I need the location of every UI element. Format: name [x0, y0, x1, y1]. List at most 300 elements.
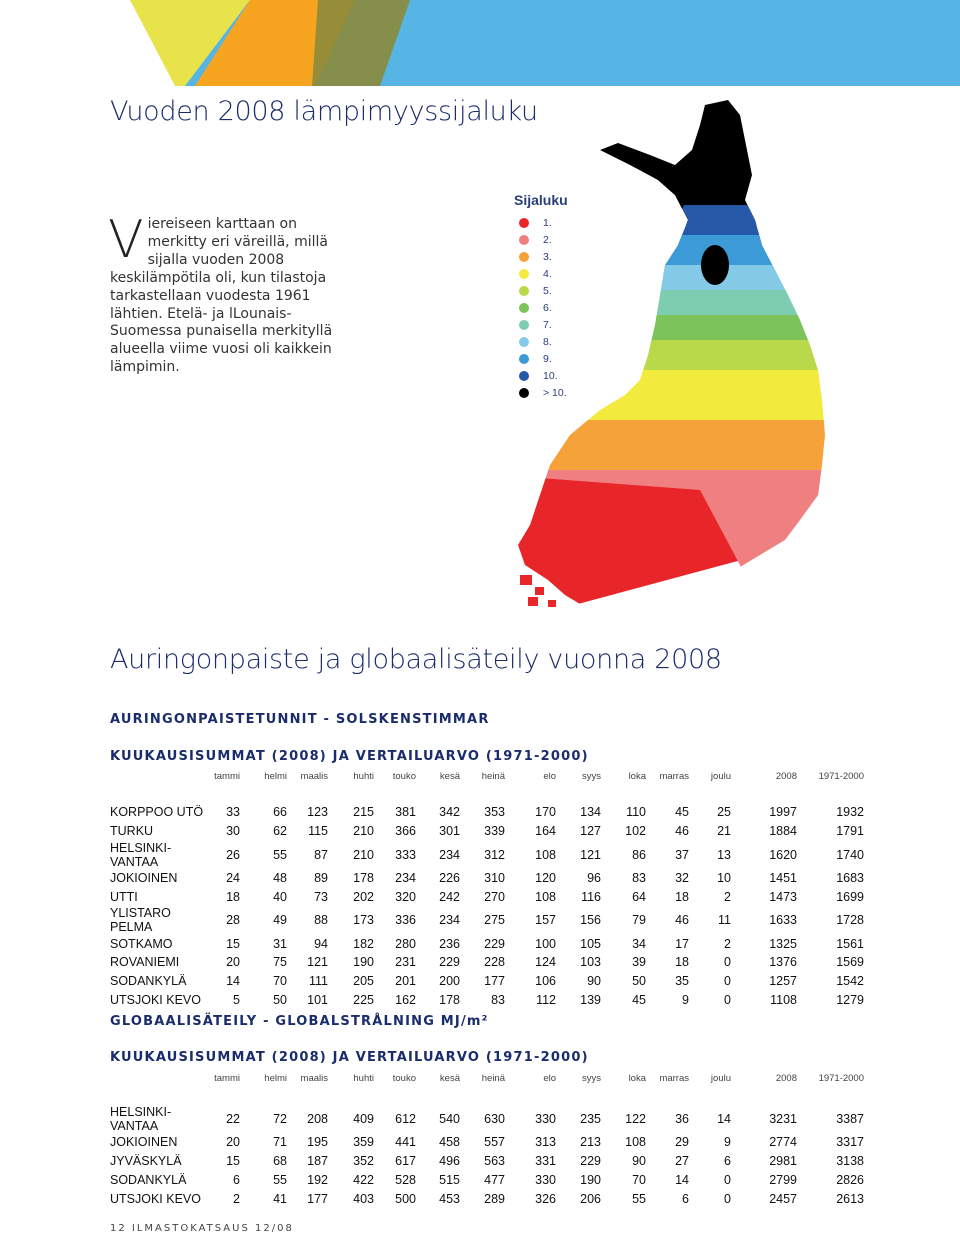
legend-label: 8. [543, 336, 552, 349]
column-header: marras [659, 770, 689, 782]
table-cell: 14 [675, 1172, 689, 1187]
station-name: SOTKAMO [110, 936, 173, 951]
station-name: UTSJOKI KEVO [110, 1191, 201, 1206]
table-cell: 36 [675, 1112, 689, 1126]
table-cell: 64 [632, 889, 646, 904]
table-row [110, 841, 864, 869]
table-cell: 20 [226, 955, 240, 970]
table-cell: 26 [226, 847, 240, 862]
table-row [110, 1105, 864, 1133]
map-legend [519, 214, 567, 402]
table-cell: 195 [307, 1135, 328, 1150]
table-cell: 5 [233, 992, 240, 1007]
table-cell: 46 [675, 824, 689, 839]
table-cell: 1451 [769, 870, 797, 885]
table-cell: 2826 [836, 1172, 864, 1187]
column-header: 2008 [775, 1072, 797, 1084]
legend-label: 1. [543, 216, 552, 229]
table-cell: 228 [484, 955, 505, 970]
table-cell: 108 [535, 889, 556, 904]
legend-swatch [519, 235, 529, 245]
legend-swatch [519, 354, 529, 364]
station-name: YLISTARO PELMA [110, 906, 171, 935]
table-cell: 3138 [836, 1154, 864, 1169]
table-cell: 79 [632, 913, 646, 928]
spacer-row [110, 786, 864, 803]
legend-item [519, 214, 567, 231]
table-cell: 2 [724, 889, 731, 904]
table-cell: 213 [580, 1135, 601, 1150]
table-cell: 1932 [836, 805, 864, 820]
table-cell: 1569 [836, 955, 864, 970]
table-cell: 111 [308, 974, 328, 989]
table-cell: 330 [535, 1112, 556, 1126]
table-cell: 15 [226, 1154, 240, 1169]
drop-cap: V [108, 210, 144, 270]
table-cell: 331 [535, 1154, 556, 1169]
table-cell: 108 [535, 847, 556, 862]
station-name: SODANKYLÄ [110, 1172, 187, 1187]
table-cell: 96 [587, 870, 601, 885]
station-name: JOKIOINEN [110, 870, 178, 885]
column-header: helmi [264, 1072, 287, 1084]
column-header: helmi [264, 770, 287, 782]
table-cell: 71 [273, 1135, 287, 1150]
table-cell: 94 [314, 936, 328, 951]
table-cell: 1108 [770, 992, 797, 1007]
table-cell: 1740 [836, 847, 864, 862]
table-row [110, 1189, 864, 1208]
legend-swatch [519, 269, 529, 279]
table-row [110, 1171, 864, 1190]
station-name: HELSINKI-VANTAA [110, 1105, 172, 1133]
table-cell: 2774 [769, 1135, 797, 1150]
table-cell: 236 [439, 936, 460, 951]
table-cell: 1257 [769, 974, 797, 989]
section-title: Auringonpaiste ja globaalisäteily vuonna 2008 [110, 644, 722, 675]
legend-item [519, 231, 567, 248]
table-cell: 630 [484, 1112, 505, 1126]
table-cell: 235 [580, 1112, 601, 1126]
table-cell: 103 [580, 955, 601, 970]
table-row [110, 803, 864, 822]
radiation-subheading: KUUKAUSISUMMAT (2008) JA VERTAILUARVO (1971-2000) [110, 1050, 589, 1065]
table-cell: 34 [632, 936, 646, 951]
table-cell: 178 [353, 870, 374, 885]
column-header: 2008 [775, 770, 797, 782]
column-header: syys [582, 1072, 601, 1084]
table-cell: 2981 [769, 1154, 797, 1169]
table-cell: 83 [491, 992, 505, 1007]
table-cell: 333 [395, 847, 416, 862]
station-name: TURKU [110, 824, 154, 839]
table-cell: 190 [353, 955, 374, 970]
table-cell: 28 [226, 913, 240, 928]
table-cell: 352 [353, 1154, 374, 1169]
table-cell: 27 [675, 1154, 689, 1169]
table-cell: 234 [439, 847, 460, 862]
station-name: SODANKYLÄ [110, 974, 187, 989]
table-cell: 88 [314, 913, 328, 928]
header-blank [110, 766, 210, 786]
legend-item [519, 334, 567, 351]
table-cell: 215 [353, 805, 374, 820]
table-cell: 48 [273, 870, 287, 885]
table-cell: 120 [535, 870, 556, 885]
radiation-table [110, 1068, 864, 1208]
table-header-row [110, 766, 864, 786]
table-cell: 206 [580, 1191, 601, 1206]
table-cell: 49 [273, 913, 287, 928]
table-cell: 50 [632, 974, 646, 989]
table-cell: 173 [353, 913, 374, 928]
station-name: ROVANIEMI [110, 955, 180, 970]
table-cell: 234 [395, 870, 416, 885]
table-cell: 1279 [836, 992, 864, 1007]
table-cell: 3387 [836, 1112, 864, 1126]
table-cell: 39 [632, 955, 646, 970]
table-cell: 9 [724, 1135, 731, 1150]
page-footer: 12 ILMASTOKATSAUS 12/08 [110, 1223, 294, 1234]
table-cell: 45 [675, 805, 689, 820]
table-cell: 14 [717, 1112, 731, 1126]
table-cell: 326 [535, 1191, 556, 1206]
table-cell: 2799 [769, 1172, 797, 1187]
table-cell: 409 [353, 1112, 374, 1126]
table-cell: 139 [580, 992, 601, 1007]
table-cell: 441 [395, 1135, 416, 1150]
table-cell: 1561 [836, 936, 864, 951]
table-cell: 116 [581, 889, 601, 904]
table-row [110, 906, 864, 934]
column-header: heinä [481, 770, 505, 782]
table-cell: 70 [273, 974, 287, 989]
column-header: elo [543, 1072, 556, 1084]
table-cell: 453 [439, 1191, 460, 1206]
table-cell: 275 [484, 913, 505, 928]
table-cell: 17 [675, 936, 689, 951]
column-header: loka [628, 770, 646, 782]
table-cell: 41 [273, 1191, 287, 1206]
column-header: elo [543, 770, 556, 782]
table-cell: 87 [314, 847, 328, 862]
table-cell: 177 [484, 974, 505, 989]
table-cell: 336 [395, 913, 416, 928]
table-cell: 339 [484, 824, 505, 839]
table-cell: 1473 [769, 889, 797, 904]
table-cell: 75 [273, 955, 287, 970]
table-cell: 0 [724, 955, 731, 970]
legend-swatch [519, 218, 529, 228]
table-cell: 422 [353, 1172, 374, 1187]
table-cell: 90 [587, 974, 601, 989]
column-header: joulu [710, 1072, 731, 1084]
table-cell: 124 [535, 955, 556, 970]
legend-item [519, 248, 567, 265]
table-cell: 192 [307, 1172, 328, 1187]
table-cell: 134 [580, 805, 601, 820]
column-header: kesä [439, 1072, 460, 1084]
table-cell: 32 [675, 870, 689, 885]
column-header: joulu [710, 770, 731, 782]
table-cell: 0 [724, 992, 731, 1007]
table-cell: 110 [626, 805, 646, 820]
column-header: marras [659, 1072, 689, 1084]
table-cell: 123 [307, 805, 328, 820]
table-cell: 14 [226, 974, 240, 989]
column-header: touko [392, 770, 416, 782]
table-cell: 170 [535, 805, 556, 820]
table-cell: 563 [484, 1154, 505, 1169]
column-header: huhti [353, 770, 374, 782]
spacer-cell [110, 786, 864, 803]
column-header: tammi [214, 770, 240, 782]
table-cell: 100 [535, 936, 556, 951]
table-cell: 73 [314, 889, 328, 904]
table-cell: 359 [353, 1135, 374, 1150]
legend-item [519, 368, 567, 385]
table-cell: 105 [580, 936, 601, 951]
table-cell: 115 [308, 824, 328, 839]
table-cell: 0 [724, 1172, 731, 1187]
table-cell: 200 [439, 974, 460, 989]
legend-item [519, 299, 567, 316]
table-row [110, 869, 864, 888]
table-cell: 226 [439, 870, 460, 885]
table-cell: 330 [535, 1172, 556, 1187]
legend-item [519, 351, 567, 368]
column-header: loka [628, 1072, 646, 1084]
table-cell: 50 [273, 992, 287, 1007]
sunshine-table [110, 766, 864, 1009]
table-cell: 210 [353, 847, 374, 862]
table-cell: 1699 [836, 889, 864, 904]
table-cell: 33 [226, 805, 240, 820]
column-header: huhti [353, 1072, 374, 1084]
column-header: tammi [214, 1072, 240, 1084]
table-cell: 229 [439, 955, 460, 970]
table-cell: 112 [536, 992, 556, 1007]
legend-swatch [519, 286, 529, 296]
intro-text: iereiseen karttaan on merkitty eri väreillä, millä sijalla vuoden 2008 keskilämpötila oli, kun tilastoja tarkastellaan vuodesta 1961 lähtien. Etelä- ja lLounais-Suomessa punaisella merkityllä alueella viime vuosi oli kaikkein lämpimin. [110, 216, 333, 376]
table-cell: 55 [273, 1172, 287, 1187]
table-cell: 403 [353, 1191, 374, 1206]
table-cell: 366 [395, 824, 416, 839]
table-cell: 515 [439, 1172, 460, 1187]
table-cell: 15 [226, 936, 240, 951]
table-cell: 320 [395, 889, 416, 904]
legend-label: 7. [543, 319, 552, 332]
table-cell: 127 [580, 824, 601, 839]
table-cell: 500 [395, 1191, 416, 1206]
table-header-row [110, 1068, 864, 1088]
table-cell: 312 [484, 847, 505, 862]
table-cell: 342 [439, 805, 460, 820]
station-name: JOKIOINEN [110, 1135, 178, 1150]
legend-item [519, 317, 567, 334]
table-cell: 37 [675, 847, 689, 862]
table-cell: 13 [717, 847, 731, 862]
station-name: JYVÄSKYLÄ [110, 1154, 182, 1169]
table-row [110, 953, 864, 972]
table-cell: 86 [632, 847, 646, 862]
table-cell: 108 [625, 1135, 646, 1150]
table-cell: 242 [439, 889, 460, 904]
table-cell: 29 [675, 1135, 689, 1150]
column-header: syys [582, 770, 601, 782]
table-cell: 102 [625, 824, 646, 839]
table-cell: 6 [233, 1172, 240, 1187]
table-cell: 18 [675, 889, 689, 904]
column-header: 1971-2000 [818, 1072, 864, 1084]
table-cell: 164 [535, 824, 556, 839]
legend-swatch [519, 337, 529, 347]
table-cell: 157 [535, 913, 556, 928]
table-cell: 2 [724, 936, 731, 951]
table-row [110, 934, 864, 953]
legend-label: 6. [543, 302, 552, 315]
sunshine-heading: AURINGONPAISTETUNNIT - SOLSKENSTIMMAR [110, 712, 490, 727]
table-cell: 121 [307, 955, 328, 970]
legend-swatch [519, 303, 529, 313]
header-color-band [0, 0, 960, 86]
table-cell: 121 [580, 847, 601, 862]
table-cell: 6 [724, 1154, 731, 1169]
table-cell: 201 [395, 974, 416, 989]
table-cell: 187 [307, 1154, 328, 1169]
table-cell: 208 [307, 1112, 328, 1126]
table-cell: 229 [580, 1154, 601, 1169]
table-cell: 2 [233, 1191, 240, 1206]
station-name: HELSINKI-VANTAA [110, 840, 172, 869]
table-cell: 1633 [769, 913, 797, 928]
table-cell: 6 [682, 1191, 689, 1206]
table-cell: 289 [484, 1191, 505, 1206]
table-cell: 178 [439, 992, 460, 1007]
legend-item [519, 265, 567, 282]
legend-label: 9. [543, 353, 552, 366]
table-cell: 101 [307, 992, 328, 1007]
table-cell: 40 [273, 889, 287, 904]
table-cell: 156 [580, 913, 601, 928]
table-row [110, 887, 864, 906]
column-header: heinä [481, 1072, 505, 1084]
table-cell: 557 [484, 1135, 505, 1150]
table-cell: 89 [314, 870, 328, 885]
table-cell: 1791 [836, 824, 864, 839]
table-cell: 10 [717, 870, 731, 885]
table-cell: 612 [395, 1112, 416, 1126]
table-cell: 177 [307, 1191, 328, 1206]
header-blank [110, 1068, 210, 1088]
legend-item [519, 385, 567, 402]
table-cell: 182 [353, 936, 374, 951]
legend-label: 3. [543, 250, 552, 263]
table-cell: 229 [484, 936, 505, 951]
table-cell: 0 [724, 974, 731, 989]
table-cell: 122 [625, 1112, 646, 1126]
legend-label: 4. [543, 267, 552, 280]
table-cell: 1376 [769, 955, 797, 970]
table-row [110, 991, 864, 1010]
table-cell: 2613 [836, 1191, 864, 1206]
table-cell: 55 [273, 847, 287, 862]
legend-label: 5. [543, 284, 552, 297]
table-cell: 72 [273, 1112, 287, 1126]
table-cell: 270 [484, 889, 505, 904]
page-title: Vuoden 2008 lämpimyyssijaluku [110, 96, 538, 127]
table-cell: 1683 [836, 870, 864, 885]
table-cell: 3231 [769, 1112, 797, 1126]
table-cell: 83 [632, 870, 646, 885]
legend-label: 2. [543, 233, 552, 246]
table-cell: 162 [395, 992, 416, 1007]
column-header: maalis [300, 1072, 328, 1084]
table-cell: 30 [226, 824, 240, 839]
spacer-row [110, 1088, 864, 1105]
table-cell: 617 [395, 1154, 416, 1169]
table-cell: 202 [353, 889, 374, 904]
legend-swatch [519, 320, 529, 330]
table-cell: 24 [226, 870, 240, 885]
table-cell: 353 [484, 805, 505, 820]
table-cell: 68 [273, 1154, 287, 1169]
table-cell: 2457 [769, 1191, 797, 1206]
legend-title: Sijaluku [514, 192, 568, 208]
table-cell: 458 [439, 1135, 460, 1150]
table-cell: 310 [484, 870, 505, 885]
table-cell: 66 [273, 805, 287, 820]
table-cell: 18 [675, 955, 689, 970]
table-cell: 280 [395, 936, 416, 951]
table-cell: 1325 [769, 936, 797, 951]
radiation-heading: GLOBAALISÄTEILY - GLOBALSTRÅLNING MJ/m² [110, 1014, 489, 1029]
table-cell: 55 [632, 1191, 646, 1206]
table-cell: 70 [632, 1172, 646, 1187]
column-header: kesä [439, 770, 460, 782]
station-name: UTSJOKI KEVO [110, 992, 201, 1007]
legend-swatch [519, 388, 529, 398]
table-cell: 540 [439, 1112, 460, 1126]
table-cell: 9 [682, 992, 689, 1007]
table-cell: 0 [724, 1191, 731, 1206]
table-cell: 231 [395, 955, 416, 970]
column-header: touko [392, 1072, 416, 1084]
table-cell: 45 [632, 992, 646, 1007]
legend-swatch [519, 371, 529, 381]
table-cell: 301 [439, 824, 460, 839]
column-header: maalis [300, 770, 328, 782]
legend-label: 10. [543, 370, 558, 383]
table-cell: 21 [717, 824, 731, 839]
table-cell: 234 [439, 913, 460, 928]
table-cell: 106 [535, 974, 556, 989]
table-cell: 90 [632, 1154, 646, 1169]
table-row [110, 1133, 864, 1152]
table-cell: 1728 [836, 913, 864, 928]
spacer-cell [110, 1088, 864, 1105]
sunshine-subheading: KUUKAUSISUMMAT (2008) JA VERTAILUARVO (1971-2000) [110, 749, 589, 764]
intro-paragraph [108, 210, 350, 377]
table-cell: 31 [273, 936, 287, 951]
table-cell: 25 [717, 805, 731, 820]
table-cell: 528 [395, 1172, 416, 1187]
station-name: KORPPOO UTÖ [110, 805, 204, 820]
table-cell: 62 [273, 824, 287, 839]
legend-item [519, 282, 567, 299]
table-row [110, 1152, 864, 1171]
table-cell: 477 [484, 1172, 505, 1187]
